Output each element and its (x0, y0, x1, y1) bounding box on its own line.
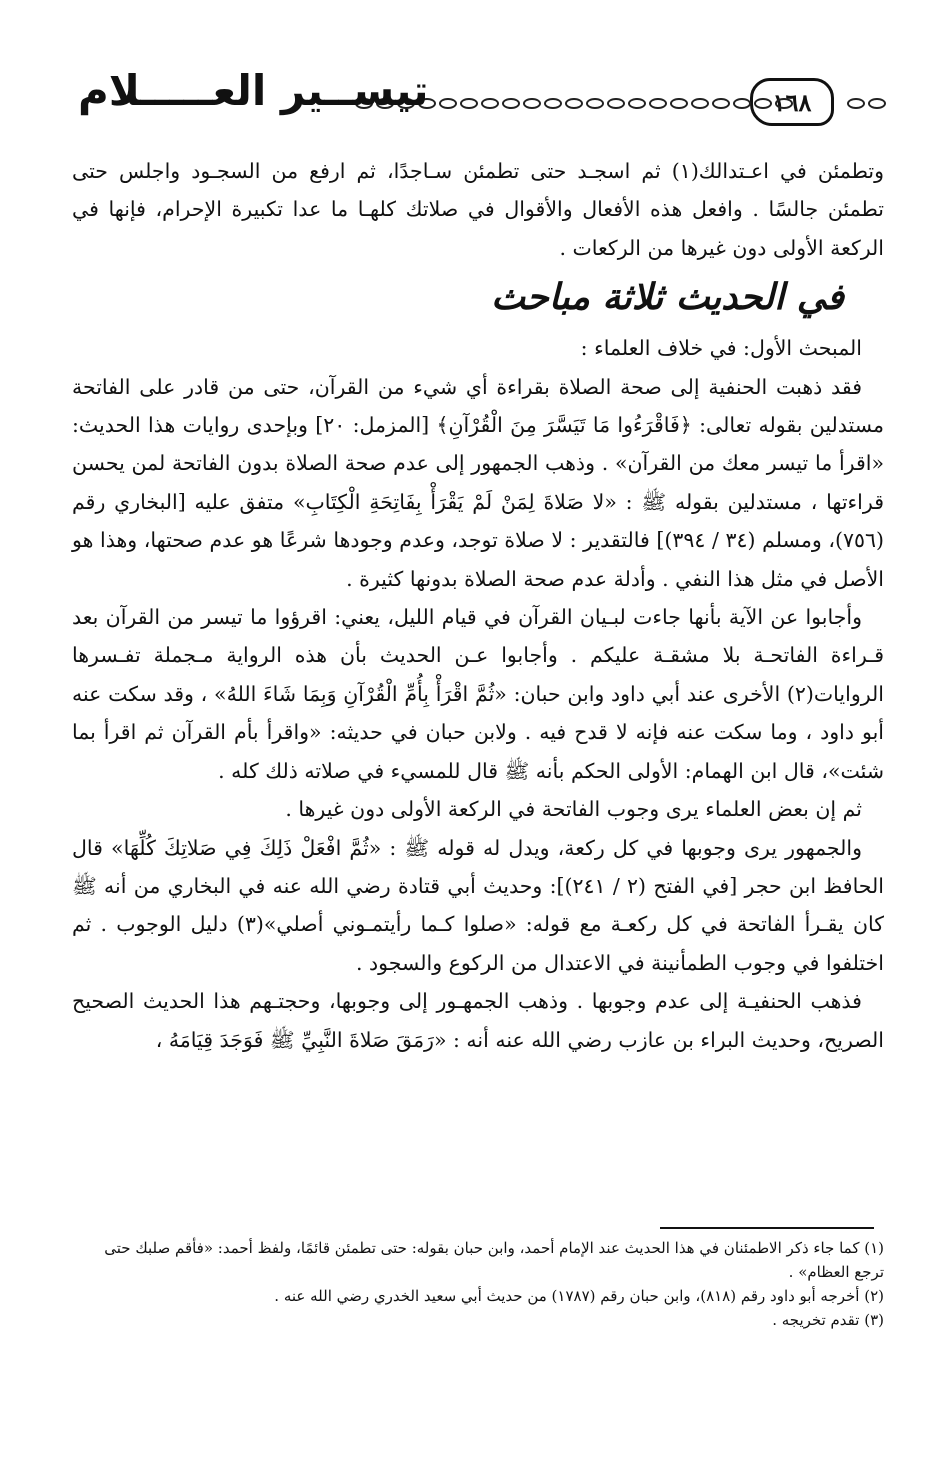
paragraph-tumaninah: فذهب الحنفيـة إلى عدم وجوبها . وذهب الجمهـور إلى وجوبها، وحجتـهم هذا الحديث الصحيح الصريح، وحديث البراء بن عازب رضي الله عنه أنه : «رَمَقَ صَلاةَ النَّبِيِّ ﷺ فَوَجَدَ قِيَامَهُ ، (72, 989, 884, 1052)
paragraph-intro: وتطمئن في اعـتدالك(١) ثم اسجـد حتى تطمئن سـاجدًا، ثم ارفع من السجـود واجلس حتى تطمئن جالسًا . وافعل هذه الأفعال والأقوال في صلاتك كلهـا ما عدا تكبيرة الإحرام، فإنها في الركعة الأولى دون غيرها من الركعات . (72, 159, 884, 260)
footnotes (72, 1236, 884, 1332)
footnote-divider (660, 1227, 874, 1229)
section-subheading: المبحث الأول: في خلاف العلماء : (580, 336, 862, 361)
paragraph-responses: وأجابوا عن الآية بأنها جاءت لبـيان القرآن في قيام الليل، يعني: اقرؤوا ما تيسر من القرآن بعد قـراءة الفاتحـة بلا مشقـة عليكم . وأجابوا عـن الحديث بأن هذه الرواية مـجملة تفـسرها الروايات(٢) الأخرى عند أبي داود وابن حبان: «ثُمَّ اقْرَأْ بِأُمِّ الْقُرْآنِ وَبِمَا شَاءَ اللهُ» ، وقد سكت عنه أبو داود ، وما سكت عنه فإنه لا قدح فيه . ولابن حبان في حديثه: «واقرأ بأم القرآن ثم اقرأ بما شئت»، قال ابن الهمام: الأولى الحكم بأنه ﷺ قال للمسيء في صلاته ذلك كله . (72, 605, 884, 783)
paragraph-every-rakah: والجمهور يرى وجوبها في كل ركعة، ويدل له قوله ﷺ : «ثُمَّ افْعَلْ ذَلِكَ فِي صَلاتِكَ كُلِّهَا» قال الحافظ ابن حجر [في الفتح (٢ / ٢٤١)]: وحديث أبي قتادة رضي الله عنه في البخاري من أنه ﷺ كان يقـرأ الفاتحة في كل ركعـة مع قوله: «صلوا كـما رأيتمـوني أصلي»(٣) دليل الوجوب . ثم اختلفوا في وجوب الطمأنينة في الاعتدال من الركوع والسجود . (72, 835, 884, 975)
footnote-1: (١) كما جاء ذكر الاطمئنان في هذا الحديث عند الإمام أحمد، وابن حبان بقوله: حتى تطمئن قائمًا، ولفظ أحمد: «فأقم صلبك حتى ترجع العظام» . (104, 1239, 884, 1281)
header-ornament-right (841, 98, 886, 112)
paragraph-hanafi-view: فقد ذهبت الحنفية إلى صحة الصلاة بقراءة أي شيء من القرآن، حتى من قادر على الفاتحة مستدلين بقوله تعالى: ﴿فَاقْرَءُوا مَا تَيَسَّرَ مِنَ الْقُرْآنِ﴾ [المزمل: ٢٠] وبإحدى روايات هذا الحديث: «اقرأ ما تيسر معك من القرآن» . وذهب الجمهور إلى عدم صحة الصلاة بدون الفاتحة لمن يحسن قراءتها ، مستدلين بقوله ﷺ : «لا صَلاةَ لِمَنْ لَمْ يَقْرَأْ بِفَاتِحَةِ الْكِتَابِ» متفق عليه [البخاري رقم (٧٥٦)، ومسلم (٣٤ / ٣٩٤)] فالتقدير : لا صلاة توجد، وعدم وجودها شرعًا هو عدم صحتها، وهذا هو الأصل في مثل هذا النفي . وأدلة عدم صحة الصلاة بدونها كثيرة . (72, 374, 884, 591)
book-title: تيســير العـــــلام (78, 66, 429, 115)
page-header (78, 62, 886, 132)
footnote-3: (٣) تقدم تخريجه . (772, 1311, 884, 1329)
section-title: في الحديث ثلاثة مباحث (491, 276, 844, 319)
page-number: ١٦٨ (750, 78, 834, 126)
footnote-2: (٢) أخرجه أبو داود رقم (٨١٨)، وابن حبان رقم (١٧٨٧) من حديث أبي سعيد الخدري رضي الله عنه . (274, 1287, 884, 1305)
main-text (72, 152, 884, 1059)
paragraph-first-rakah: ثم إن بعض العلماء يرى وجوب الفاتحة في الركعة الأولى دون غيرها . (285, 797, 862, 822)
